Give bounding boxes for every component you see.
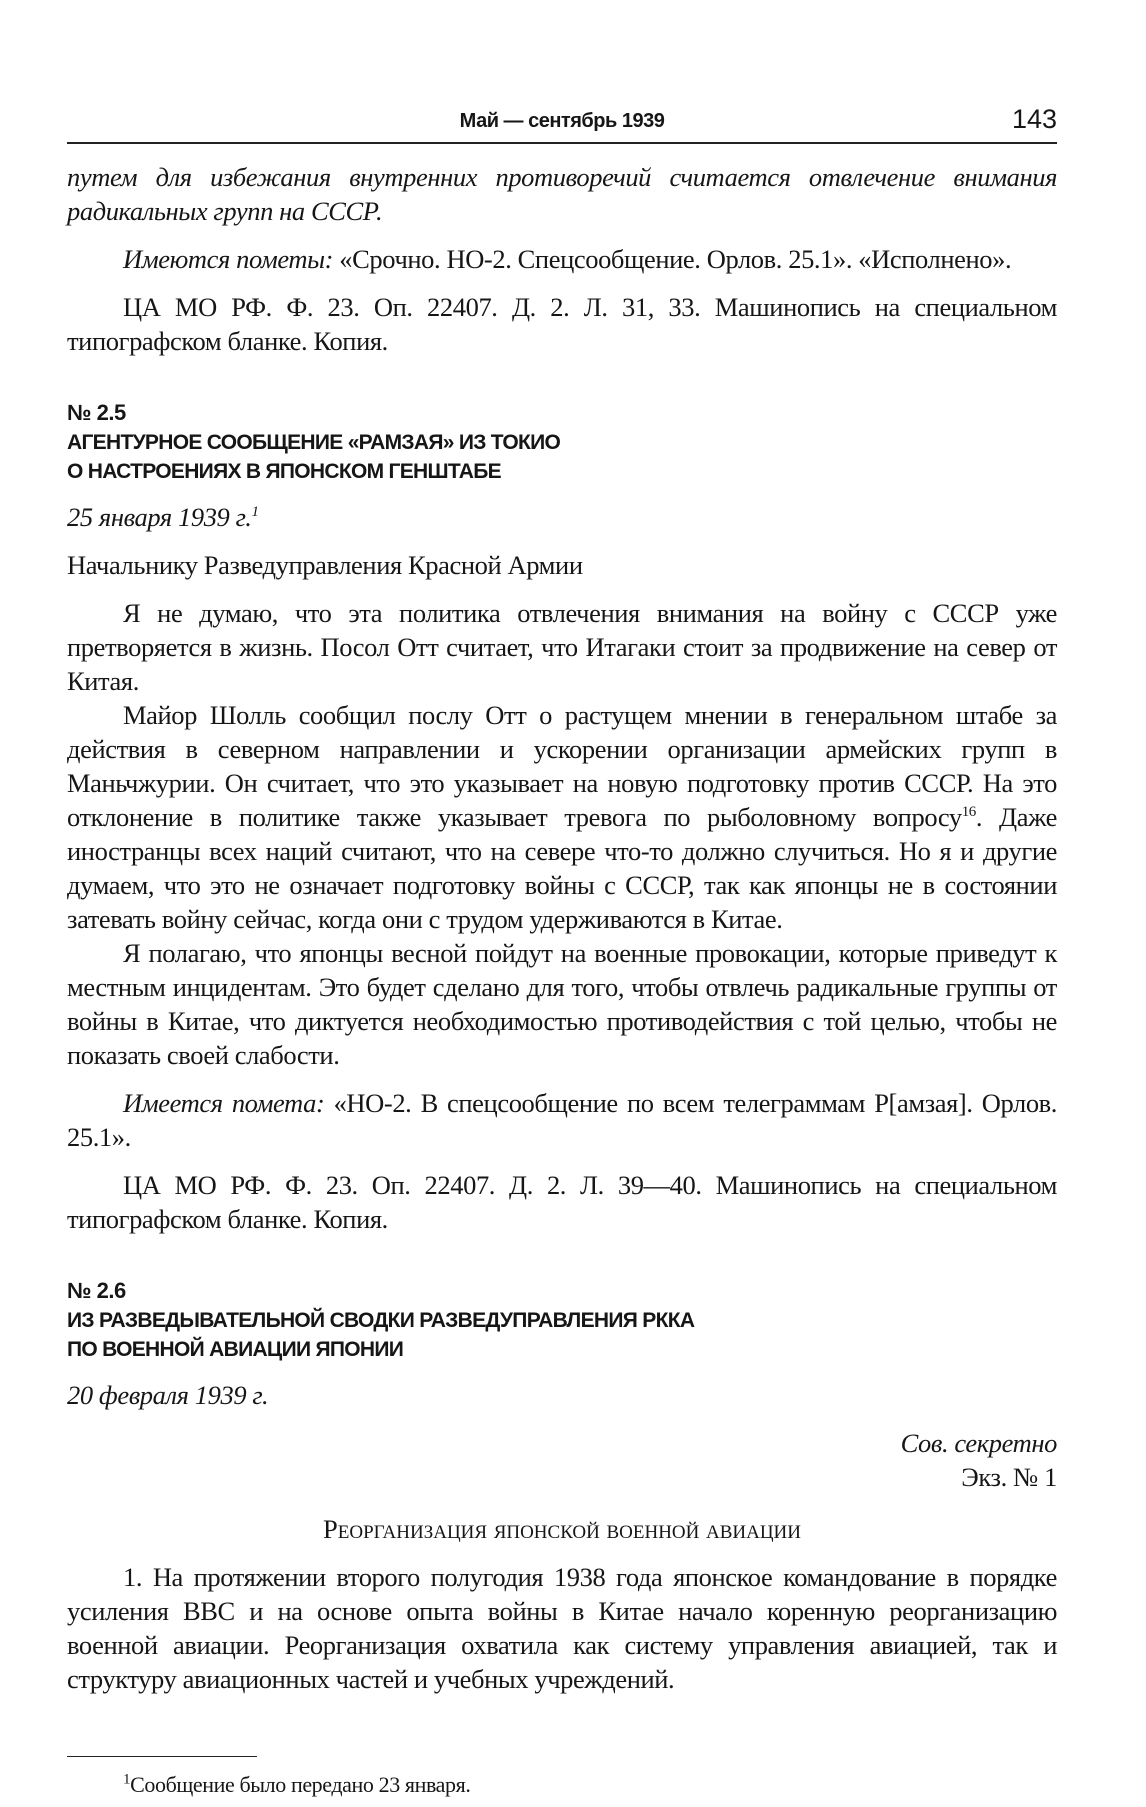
document-title-line: ИЗ РАЗВЕДЫВАТЕЛЬНОЙ СВОДКИ РАЗВЕДУПРАВЛЕНИЯ РККА — [67, 1309, 695, 1332]
classification: Сов. секретно — [900, 1428, 1057, 1458]
notes-text: «НО-2. В спецсообщение по всем телеграммам Р[амзая]. Орлов. 25.1». — [67, 1088, 1058, 1152]
previous-document-tail: путем для избежания внутренних противоречий считается отвлечение внимания радикальных групп на СССР. — [67, 162, 1057, 226]
paragraph: Я полагаю, что японцы весной пойдут на военные провокации, которые приведут к местным инцидентам. Это будет сделано для того, чтобы отвлечь радикальные группы от войны в Китае, что диктуется необходимостью противодействия с той целью, чтобы не показать своей слабости. — [67, 938, 1057, 1070]
footnote — [67, 1771, 1057, 1799]
section-title: Реорганизация японской военной авиации — [323, 1514, 801, 1544]
footnote-ref: 1 — [251, 504, 259, 521]
footnote-text: Сообщение было передано 23 января. — [130, 1772, 471, 1797]
paragraph: 1. На протяжении второго полугодия 1938 года японское командование в порядке усиления ВВС и на основе опыта войны в Китае начало коренную реорганизацию военной авиации. Реорганизация охватила как систему управления авиацией, так и структуру авиационных частей и учебных учреждений. — [67, 1562, 1057, 1694]
copy-number: Экз. № 1 — [961, 1462, 1057, 1492]
header-rule — [67, 142, 1057, 144]
document-notes — [67, 1086, 1057, 1154]
document-number: № 2.5 — [67, 400, 126, 425]
document-source: ЦА МО РФ. Ф. 23. Оп. 22407. Д. 2. Л. 39—40. Машинопись на специальном типографском бланке. Копия. — [67, 1170, 1057, 1234]
page-number: 143 — [1011, 104, 1057, 134]
document-date — [67, 500, 1057, 534]
notes-label: Имеется помета: — [123, 1088, 325, 1118]
footnote-ref: 16 — [961, 804, 976, 821]
addressee: Начальнику Разведуправления Красной Армии — [67, 550, 583, 580]
document-title-line: О НАСТРОЕНИЯХ В ЯПОНСКОМ ГЕНШТАБЕ — [67, 460, 501, 483]
document-number: № 2.6 — [67, 1278, 126, 1303]
document-date: 20 февраля 1939 г. — [67, 1380, 269, 1410]
page-body — [67, 160, 1057, 1799]
document-title-line: ПО ВОЕННОЙ АВИАЦИИ ЯПОНИИ — [67, 1338, 404, 1361]
footnote-rule — [67, 1756, 257, 1757]
previous-document-source: ЦА МО РФ. Ф. 23. Оп. 22407. Д. 2. Л. 31, 33. Машинопись на специальном типографском бланке. Копия. — [67, 292, 1057, 356]
document-title-line: АГЕНТУРНОЕ СООБЩЕНИЕ «РАМЗАЯ» ИЗ ТОКИО — [67, 431, 561, 454]
running-header — [67, 104, 1057, 134]
paragraph: Я не думаю, что эта политика отвлечения внимания на войну с СССР уже претворяется в жизнь. Посол Отт считает, что Итагаки стоит за продвижение на север от Китая. — [67, 598, 1057, 696]
notes-label: Имеются пометы: — [123, 244, 334, 274]
previous-document-notes — [67, 242, 1057, 276]
notes-text: «Срочно. НО-2. Спецсообщение. Орлов. 25.1». «Исполнено». — [333, 244, 1012, 274]
paragraph-text: Майор Шолль сообщил послу Отт о растущем мнении в генеральном штабе за действия в северном направлении и ускорении организации армейских групп в Маньчжурии. Он считает, что это указывает на новую подготовку против СССР. На это отклонение в политике также указывает тревога по рыболовному вопросу — [67, 700, 1057, 832]
footnote-marker: 1 — [123, 1771, 131, 1788]
date-text: 25 января 1939 г. — [67, 502, 252, 532]
running-title: Май — сентябрь 1939 — [459, 110, 665, 132]
paragraph — [67, 698, 1057, 936]
paragraph-text: . Даже иностранцы всех наций считают, что на севере что-то должно случиться. Но я и другие думаем, что это не означает подготовку войны с СССР, так как японцы не в состоянии затевать войну сейчас, когда они с трудом удерживаются в Китае. — [67, 802, 1057, 934]
